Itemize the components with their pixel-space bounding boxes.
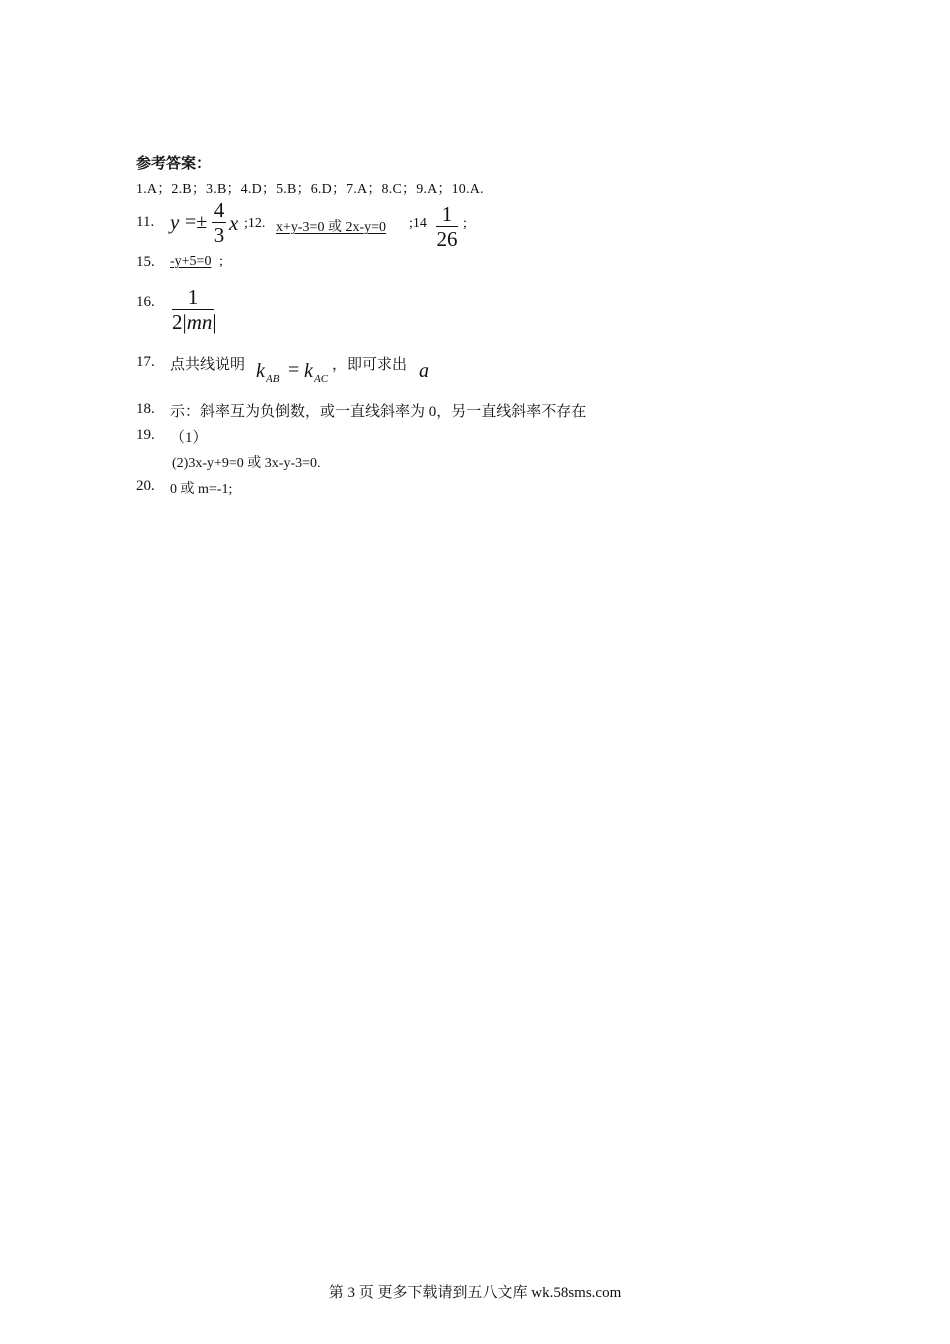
q18-text: 示：斜率互为负倒数，或一直线斜率为 0，另一直线斜率不存在 [170,404,587,420]
q15-number: 15. [136,254,155,270]
q20-text: 0 或 m=-1; [170,482,233,497]
q17-sub-ab: AB [266,373,280,385]
q19-part2: (2)3x-y+9=0 或 3x-y-3=0. [172,456,321,471]
answers-heading: 参考答案： [136,154,212,172]
q17-equals: = [288,359,300,381]
page-footer: 第 3 页 更多下载请到五八文库 wk.58sms.com [328,1285,622,1301]
q11-fraction-denominator: 3 [213,223,225,247]
q17-sub-ac: AC [314,373,329,385]
q19-number: 19. [136,427,155,443]
q14-fraction [436,202,458,251]
q12-number: ;12. [244,216,266,231]
q11-number: 11. [136,214,155,230]
q16-den-mn: mn [186,310,213,334]
q12-answer: x+y-3=0 或 2x-y=0 [276,220,387,235]
q17-text: 点共线说明 [170,357,246,373]
q17-a: a [419,360,429,382]
q16-abs-left: | [182,310,187,334]
q18-number: 18. [136,401,155,417]
q16-abs-right: | [212,310,217,334]
q11-fraction-numerator: 4 [213,198,225,222]
q20-number: 20. [136,478,155,494]
q11-fraction [212,198,226,247]
q17-k2: k [304,360,313,382]
mc-answers: 1.A；2.B；3.B；4.D；5.B；6.D；7.A；8.C；9.A；10.A. [136,182,484,197]
q14-fraction-denominator: 26 [436,227,458,251]
q16-fraction [172,285,217,334]
q11-equals-pm: =± [185,211,208,233]
q11-x: x [229,211,239,235]
q11-y: y [170,210,180,234]
q16-fraction-denominator [172,310,217,334]
q17-number: 17. [136,354,155,370]
q17-tail: ，即可求出 [332,357,408,373]
q16-den-two: 2 [172,310,183,334]
q16-number: 16. [136,294,155,310]
q17-k1: k [256,360,265,382]
q14-fraction-numerator: 1 [441,202,453,226]
q19-part1: （1） [170,430,208,446]
q15-end: ; [219,254,223,269]
q14-number: ;14 [409,216,427,231]
q15-answer: -y+5=0 [170,254,212,269]
q16-fraction-numerator: 1 [187,285,199,309]
q14-end: ; [463,216,467,231]
